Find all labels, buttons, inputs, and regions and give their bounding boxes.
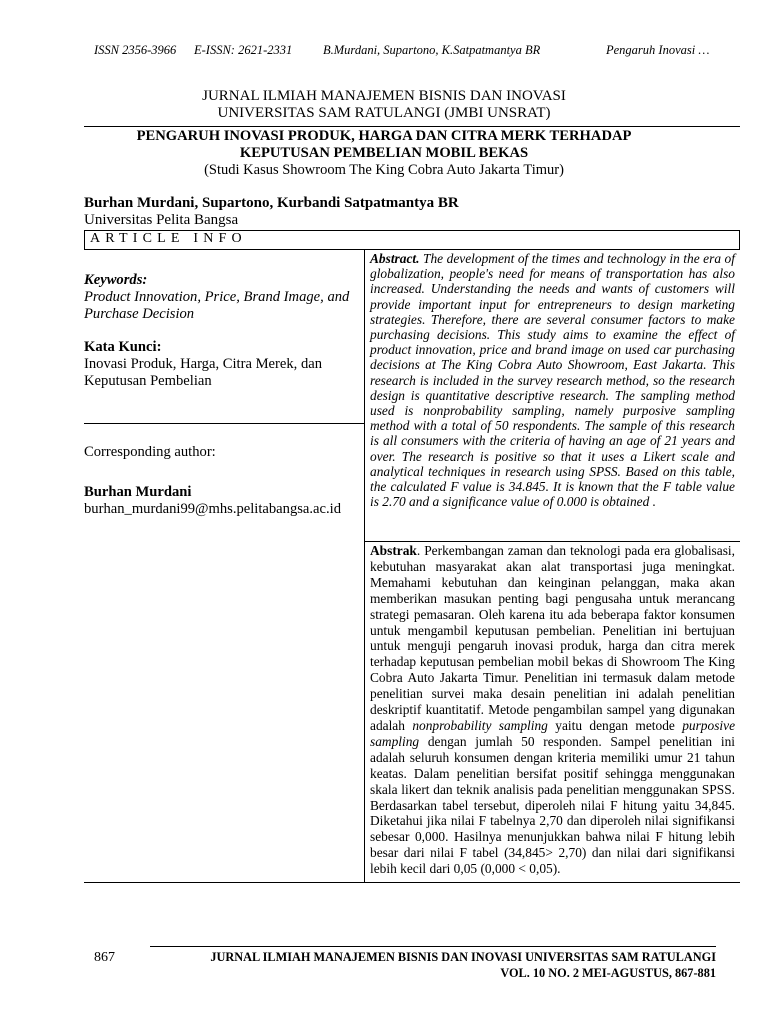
kata-kunci-label: Kata Kunci: — [84, 339, 162, 355]
title-rule — [84, 126, 740, 127]
paper-title — [0, 128, 768, 162]
info-right-border — [739, 230, 740, 250]
paper-title-line2: KEPUTUSAN PEMBELIAN MOBIL BEKAS — [239, 145, 529, 161]
affiliation: Universitas Pelita Bangsa — [84, 212, 239, 228]
abstract-indonesian — [370, 543, 735, 877]
kata-kunci-text: Inovasi Produk, Harga, Citra Merek, dan Keputusan Pembelian — [84, 356, 323, 389]
left-section-rule — [84, 423, 364, 424]
corresponding-label: Corresponding author: — [84, 444, 216, 460]
abstrak-italic-1: nonprobability sampling — [412, 717, 548, 733]
abstrak-text-3: dengan jumlah 50 responden. Sampel penelitian ini adalah seluruh konsumen dengan kriteria memiliki umur 21 tahun keatas. Dalam penelitian bersifat positif sehingga menggunakan skala likert dan teknik analisis pada penelitian menggunakan SPSS. Berdasarkan tabel tersebut, diperoleh nilai F hitung yaitu 34,845. Diketahui jika nilai F tabelnya 2,70 dan diperoleh nilai signifikansi sebesar 0,000. Hasilnya menunjukkan bahwa nilai F hitung lebih besar dari nilai F tabel (34,845> 2,70) dan nilai dari signifikansi lebih kecil dari 0,05 (0,000 < 0,05). — [370, 733, 735, 877]
keywords-text: Product Innovation, Price, Brand Image, and Purchase Decision — [84, 289, 350, 322]
issn: ISSN 2356-3966 — [94, 43, 177, 57]
footer-journal: JURNAL ILMIAH MANAJEMEN BISNIS DAN INOVASI UNIVERSITAS SAM RATULANGI — [210, 950, 716, 964]
kata-kunci-block — [84, 339, 360, 390]
abstrak-italic-2: purposive sampling — [370, 717, 736, 749]
footer-volume: VOL. 10 NO. 2 MEI-AGUSTUS, 867-881 — [500, 966, 716, 980]
abstract-divider-rule — [364, 541, 740, 542]
running-authors: B.Murdani, Supartono, K.Satpatmantya BR — [323, 43, 541, 57]
column-divider — [364, 249, 365, 882]
paper-title-line1: PENGARUH INOVASI PRODUK, HARGA DAN CITRA MERK TERHADAP — [136, 128, 632, 144]
journal-title — [0, 88, 768, 122]
keywords-label: Keywords: — [84, 272, 148, 288]
abstract-text: The development of the times and technology in the era of globalization, people's need for means of transportation has also increased. Understanding the needs and wants of customers will provide important input for entrepreneurs to design marketing strategies. Therefore, there are several consumer factors to make purchasing decisions. This study aims to examine the effect of product innovation, price and brand image on used car purchasing decisions at The King Cobra Auto Showroom, East Jakarta. This research is included in the survey research method, so the research design is quantitative descriptive research. The sampling method used is nonprobability sampling, namely purposive sampling method with a total of 50 respondents. The sample of this research is all consumers with the criteria of having an age of 21 years and over. The research is positive so that it uses a Likert scale and analytical techniques in research using SPSS. Based on this table, the calculated F value is 34.845. It is known that the F table value is 2.70 and a significance value of 0.000 is obtained . — [370, 251, 735, 510]
abstract-english — [370, 251, 735, 509]
abstrak-text-1: . Perkembangan zaman dan teknologi pada era globalisasi, kebutuhan masyarakat akan alat transportasi juga meningkat. Memahami kebutuhan dan keinginan pelanggan, maka akan memberikan masukan penting bagi pengusaha untuk merancang strategi pemasaran. Oleh karena itu ada beberapa faktor konsumen untuk mengambil keputusan pembelian. Penelitian ini bertujuan untuk menguji pengaruh inovasi produk, harga dan citra merek terhadap keputusan pembelian mobil bekas di Showroom The King Cobra Auto Jakarta Timur. Penelitian ini termasuk dalam metode penelitian survei maka desain penelitian ini adalah penelitian deskriptif kuantitatif. Metode pengambilan sampel yang digunakan adalah — [370, 543, 735, 733]
keywords-block — [84, 272, 360, 323]
eissn: E-ISSN: 2621-2331 — [194, 43, 293, 57]
abstrak-text-2: yaitu dengan metode — [547, 717, 683, 733]
page-number: 867 — [94, 950, 115, 965]
corresponding-author — [84, 484, 360, 518]
journal-title-line2: UNIVERSITAS SAM RATULANGI (JMBI UNSRAT) — [217, 105, 551, 121]
abstrak-label: Abstrak — [370, 543, 417, 558]
footer-rule — [150, 946, 716, 947]
authors: Burhan Murdani, Supartono, Kurbandi Satpatmantya BR — [84, 195, 459, 211]
running-title: Pengaruh Inovasi … — [606, 43, 710, 57]
abstract-label: Abstract. — [370, 251, 420, 266]
corresponding-name: Burhan Murdani — [84, 484, 192, 500]
article-info-label: ARTICLE INFO — [90, 231, 247, 246]
bottom-rule — [84, 882, 740, 883]
running-head — [0, 43, 768, 63]
info-rule-bottom — [84, 249, 740, 250]
info-left-border — [84, 230, 85, 250]
paper-subtitle: (Studi Kasus Showroom The King Cobra Auto Jakarta Timur) — [204, 162, 564, 178]
journal-title-line1: JURNAL ILMIAH MANAJEMEN BISNIS DAN INOVASI — [202, 88, 566, 104]
corresponding-email: burhan_murdani99@mhs.pelitabangsa.ac.id — [84, 501, 342, 517]
